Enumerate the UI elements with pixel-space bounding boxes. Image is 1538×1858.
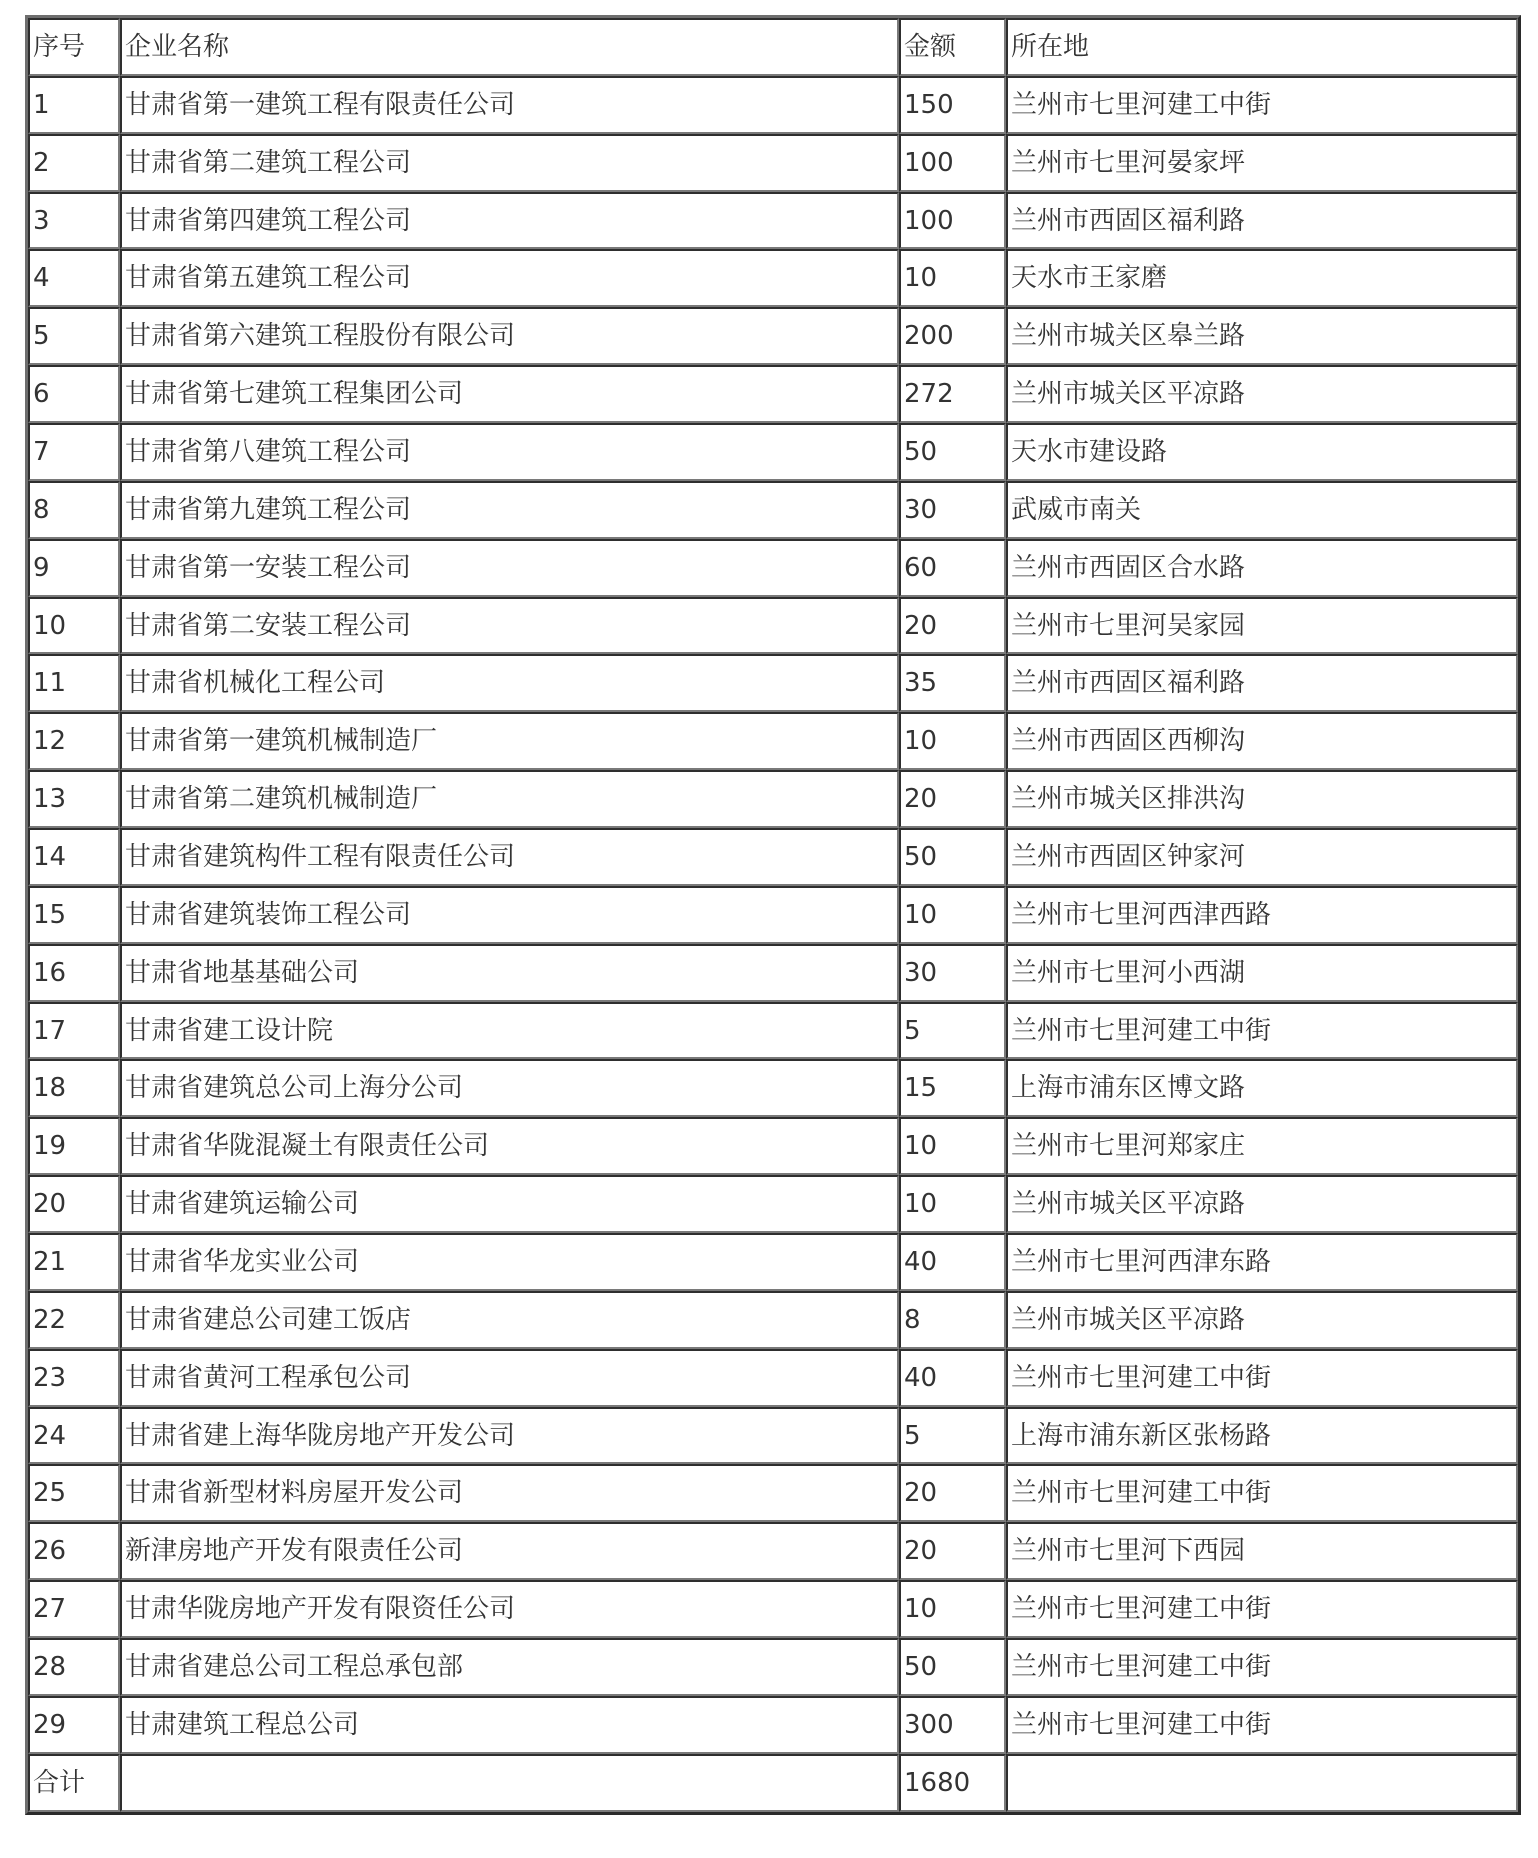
- table-row: [28, 1638, 1518, 1696]
- table-row: [28, 654, 1518, 712]
- cell-amount: 10: [899, 1175, 1006, 1233]
- cell-index: 8: [28, 481, 120, 539]
- cell-location: 兰州市西固区福利路: [1006, 192, 1518, 250]
- cell-company: 甘肃省机械化工程公司: [120, 654, 899, 712]
- table-row: [28, 423, 1518, 481]
- cell-index: 21: [28, 1233, 120, 1291]
- cell-company: 甘肃省第一安装工程公司: [120, 539, 899, 597]
- table-row: [28, 1522, 1518, 1580]
- cell-index: 14: [28, 828, 120, 886]
- cell-index: 24: [28, 1407, 120, 1465]
- cell-company: 甘肃省第二建筑机械制造厂: [120, 770, 899, 828]
- cell-amount: 50: [899, 828, 1006, 886]
- table-row: [28, 134, 1518, 192]
- table-row: [28, 712, 1518, 770]
- cell-index: 1: [28, 76, 120, 134]
- cell-company: 甘肃省建上海华陇房地产开发公司: [120, 1407, 899, 1465]
- cell-location: 兰州市七里河西津西路: [1006, 886, 1518, 944]
- cell-amount: 10: [899, 712, 1006, 770]
- total-row: [28, 1754, 1518, 1812]
- cell-location: 天水市王家磨: [1006, 249, 1518, 307]
- table-row: [28, 1233, 1518, 1291]
- cell-company: 甘肃省第二建筑工程公司: [120, 134, 899, 192]
- cell-index: 18: [28, 1059, 120, 1117]
- cell-company: 甘肃省华龙实业公司: [120, 1233, 899, 1291]
- cell-location: 兰州市七里河下西园: [1006, 1522, 1518, 1580]
- cell-index: 28: [28, 1638, 120, 1696]
- table-row: [28, 886, 1518, 944]
- cell-company: 甘肃华陇房地产开发有限资任公司: [120, 1580, 899, 1638]
- table-row: [28, 597, 1518, 655]
- cell-amount: 40: [899, 1233, 1006, 1291]
- table-row: [28, 1059, 1518, 1117]
- cell-amount: 20: [899, 1522, 1006, 1580]
- cell-index: 5: [28, 307, 120, 365]
- table-row: [28, 249, 1518, 307]
- cell-company: 甘肃省建工设计院: [120, 1002, 899, 1060]
- cell-company: 甘肃省黄河工程承包公司: [120, 1349, 899, 1407]
- cell-location: 兰州市七里河建工中街: [1006, 1696, 1518, 1754]
- cell-company: 甘肃省建筑总公司上海分公司: [120, 1059, 899, 1117]
- table-row: [28, 481, 1518, 539]
- header-row: [28, 18, 1518, 76]
- cell-index: 15: [28, 886, 120, 944]
- cell-location: 兰州市七里河西津东路: [1006, 1233, 1518, 1291]
- cell-company: 甘肃省第六建筑工程股份有限公司: [120, 307, 899, 365]
- cell-location: 兰州市城关区平凉路: [1006, 1175, 1518, 1233]
- table-row: [28, 192, 1518, 250]
- table-row: [28, 828, 1518, 886]
- cell-company: 甘肃省第一建筑机械制造厂: [120, 712, 899, 770]
- total-amount: 1680: [899, 1754, 1006, 1812]
- cell-location: 兰州市七里河建工中街: [1006, 1464, 1518, 1522]
- cell-amount: 60: [899, 539, 1006, 597]
- cell-index: 27: [28, 1580, 120, 1638]
- cell-location: 兰州市城关区排洪沟: [1006, 770, 1518, 828]
- cell-index: 12: [28, 712, 120, 770]
- cell-company: 甘肃省第八建筑工程公司: [120, 423, 899, 481]
- cell-company: 甘肃省华陇混凝土有限责任公司: [120, 1117, 899, 1175]
- cell-location: 兰州市城关区平凉路: [1006, 1291, 1518, 1349]
- header-amount: 金额: [899, 18, 1006, 76]
- table-row: [28, 76, 1518, 134]
- cell-index: 25: [28, 1464, 120, 1522]
- cell-index: 3: [28, 192, 120, 250]
- cell-index: 9: [28, 539, 120, 597]
- table-row: [28, 1349, 1518, 1407]
- cell-amount: 300: [899, 1696, 1006, 1754]
- cell-amount: 100: [899, 134, 1006, 192]
- cell-location: 兰州市七里河晏家坪: [1006, 134, 1518, 192]
- cell-amount: 20: [899, 1464, 1006, 1522]
- cell-index: 13: [28, 770, 120, 828]
- total-empty: [120, 1754, 899, 1812]
- cell-location: 兰州市七里河建工中街: [1006, 1002, 1518, 1060]
- cell-location: 兰州市七里河建工中街: [1006, 76, 1518, 134]
- cell-index: 7: [28, 423, 120, 481]
- cell-amount: 30: [899, 944, 1006, 1002]
- cell-location: 兰州市七里河建工中街: [1006, 1349, 1518, 1407]
- cell-amount: 200: [899, 307, 1006, 365]
- cell-location: 兰州市城关区平凉路: [1006, 365, 1518, 423]
- header-index: 序号: [28, 18, 120, 76]
- cell-amount: 35: [899, 654, 1006, 712]
- cell-amount: 100: [899, 192, 1006, 250]
- cell-index: 23: [28, 1349, 120, 1407]
- cell-location: 武威市南关: [1006, 481, 1518, 539]
- cell-index: 6: [28, 365, 120, 423]
- table-row: [28, 307, 1518, 365]
- cell-amount: 10: [899, 886, 1006, 944]
- cell-amount: 15: [899, 1059, 1006, 1117]
- cell-index: 20: [28, 1175, 120, 1233]
- table-row: [28, 944, 1518, 1002]
- table-row: [28, 1175, 1518, 1233]
- cell-company: 甘肃建筑工程总公司: [120, 1696, 899, 1754]
- cell-amount: 20: [899, 597, 1006, 655]
- total-label: 合计: [28, 1754, 120, 1812]
- cell-index: 2: [28, 134, 120, 192]
- cell-amount: 50: [899, 423, 1006, 481]
- cell-amount: 8: [899, 1291, 1006, 1349]
- total-location-empty: [1006, 1754, 1518, 1812]
- cell-amount: 272: [899, 365, 1006, 423]
- cell-company: 甘肃省建筑装饰工程公司: [120, 886, 899, 944]
- table-row: [28, 770, 1518, 828]
- cell-company: 甘肃省建总公司工程总承包部: [120, 1638, 899, 1696]
- cell-company: 甘肃省第二安装工程公司: [120, 597, 899, 655]
- header-company: 企业名称: [120, 18, 899, 76]
- cell-location: 上海市浦东区博文路: [1006, 1059, 1518, 1117]
- table-row: [28, 539, 1518, 597]
- cell-company: 甘肃省建筑运输公司: [120, 1175, 899, 1233]
- cell-company: 甘肃省地基基础公司: [120, 944, 899, 1002]
- cell-company: 甘肃省新型材料房屋开发公司: [120, 1464, 899, 1522]
- table-row: [28, 1291, 1518, 1349]
- header-location: 所在地: [1006, 18, 1518, 76]
- cell-company: 甘肃省第七建筑工程集团公司: [120, 365, 899, 423]
- cell-amount: 20: [899, 770, 1006, 828]
- cell-company: 甘肃省第四建筑工程公司: [120, 192, 899, 250]
- cell-amount: 5: [899, 1407, 1006, 1465]
- cell-location: 天水市建设路: [1006, 423, 1518, 481]
- enterprise-table: [25, 15, 1521, 1815]
- cell-index: 19: [28, 1117, 120, 1175]
- cell-amount: 40: [899, 1349, 1006, 1407]
- cell-index: 10: [28, 597, 120, 655]
- cell-index: 16: [28, 944, 120, 1002]
- cell-location: 兰州市七里河建工中街: [1006, 1580, 1518, 1638]
- table-row: [28, 1407, 1518, 1465]
- cell-location: 兰州市西固区福利路: [1006, 654, 1518, 712]
- table-row: [28, 365, 1518, 423]
- cell-amount: 30: [899, 481, 1006, 539]
- cell-location: 兰州市西固区钟家河: [1006, 828, 1518, 886]
- cell-amount: 50: [899, 1638, 1006, 1696]
- cell-index: 29: [28, 1696, 120, 1754]
- table-row: [28, 1464, 1518, 1522]
- cell-index: 26: [28, 1522, 120, 1580]
- cell-location: 兰州市七里河郑家庄: [1006, 1117, 1518, 1175]
- cell-location: 兰州市七里河小西湖: [1006, 944, 1518, 1002]
- cell-amount: 150: [899, 76, 1006, 134]
- cell-location: 兰州市七里河吴家园: [1006, 597, 1518, 655]
- cell-company: 甘肃省第九建筑工程公司: [120, 481, 899, 539]
- cell-location: 兰州市城关区皋兰路: [1006, 307, 1518, 365]
- cell-company: 甘肃省建总公司建工饭店: [120, 1291, 899, 1349]
- cell-index: 4: [28, 249, 120, 307]
- cell-index: 11: [28, 654, 120, 712]
- cell-location: 兰州市七里河建工中街: [1006, 1638, 1518, 1696]
- cell-index: 22: [28, 1291, 120, 1349]
- cell-amount: 10: [899, 1580, 1006, 1638]
- table-row: [28, 1002, 1518, 1060]
- table-row: [28, 1696, 1518, 1754]
- table-row: [28, 1580, 1518, 1638]
- cell-location: 兰州市西固区合水路: [1006, 539, 1518, 597]
- cell-amount: 10: [899, 1117, 1006, 1175]
- cell-company: 甘肃省第一建筑工程有限责任公司: [120, 76, 899, 134]
- cell-index: 17: [28, 1002, 120, 1060]
- cell-company: 甘肃省建筑构件工程有限责任公司: [120, 828, 899, 886]
- table-row: [28, 1117, 1518, 1175]
- cell-company: 新津房地产开发有限责任公司: [120, 1522, 899, 1580]
- cell-location: 兰州市西固区西柳沟: [1006, 712, 1518, 770]
- cell-location: 上海市浦东新区张杨路: [1006, 1407, 1518, 1465]
- cell-amount: 5: [899, 1002, 1006, 1060]
- cell-company: 甘肃省第五建筑工程公司: [120, 249, 899, 307]
- cell-amount: 10: [899, 249, 1006, 307]
